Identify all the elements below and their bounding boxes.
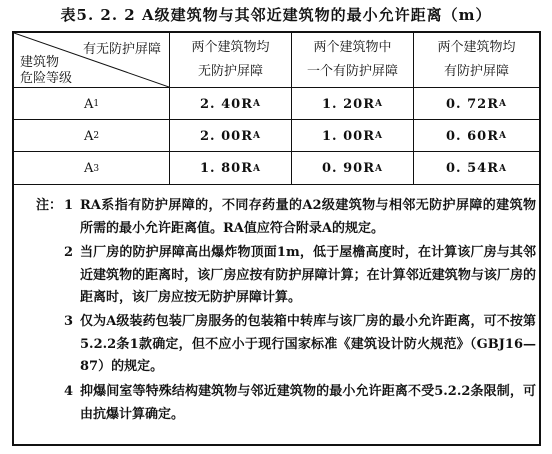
value-cell (291, 152, 413, 185)
note-item (36, 381, 536, 426)
unit-r: R (487, 128, 500, 144)
column-header-line-1: 两个建筑物均 (437, 40, 516, 55)
unit-r: R (241, 96, 254, 112)
unit-r: R (363, 128, 376, 144)
unit-subscript: A (253, 163, 261, 174)
unit-subscript: A (499, 163, 507, 174)
column-header (413, 33, 539, 87)
grade-subscript: 3 (93, 163, 100, 174)
value-number: 2. 40 (200, 96, 242, 112)
value-cell (169, 88, 291, 120)
unit-subscript: A (499, 131, 507, 141)
value-cell (413, 152, 539, 185)
value-cell (169, 152, 291, 185)
unit-r: R (363, 96, 376, 112)
diag-bottom-line-1: 建筑物 (20, 55, 60, 70)
value-number: 0. 60 (446, 128, 488, 144)
distance-table (12, 31, 541, 446)
unit-r: R (241, 161, 254, 176)
grade-letter: A (83, 128, 94, 144)
value-cell (291, 120, 413, 152)
column-header-line-2: 有防护屏障 (443, 64, 509, 79)
unit-subscript: A (375, 99, 383, 109)
value-number: 0. 90 (322, 161, 364, 176)
diagonal-header-cell (14, 33, 169, 87)
grade-cell (14, 152, 169, 185)
note-text: 仅为A级装药包装厂房服务的包装箱中转库与该厂房的最小允许距离，可不按第5.2.2条1款确定，但不应小于现行国家标准《建筑设计防火规范》（GBJ16—87）的规定。 (80, 314, 536, 374)
unit-r: R (241, 128, 254, 144)
unit-subscript: A (375, 131, 383, 141)
note-item (36, 195, 536, 240)
grade-subscript: 2 (93, 131, 100, 141)
grade-cell (14, 88, 169, 120)
value-number: 1. 20 (322, 96, 364, 112)
value-cell (413, 120, 539, 152)
unit-subscript: A (253, 131, 261, 141)
column-header (291, 33, 413, 87)
column-header-line-1: 两个建筑物中 (313, 40, 392, 55)
value-cell (413, 88, 539, 120)
table-row (14, 151, 539, 185)
diag-bottom-line-2: 危险等级 (20, 71, 73, 86)
note-number: 3 (64, 314, 74, 329)
table-row (14, 87, 539, 120)
note-item (36, 242, 536, 310)
note-text: 当厂房的防护屏障高出爆炸物顶面1m，低于屋檐高度时，在计算该厂房与其邻近建筑物的距离时，该厂房应按有防护屏障计算；在计算邻近建筑物与该厂房的距离时，该厂房应按无防护屏障计算。 (80, 245, 536, 305)
notes-section (14, 184, 539, 445)
value-cell (169, 120, 291, 152)
table-row (14, 119, 539, 152)
column-header (169, 33, 291, 87)
value-number: 2. 00 (200, 128, 242, 144)
grade-letter: A (83, 96, 94, 112)
grade-letter: A (83, 161, 94, 176)
grade-cell (14, 120, 169, 152)
value-number: 1. 00 (322, 128, 364, 144)
unit-subscript: A (375, 163, 383, 174)
table-header-row (14, 33, 539, 87)
note-text: 抑爆间室等特殊结构建筑物与邻近建筑物的最小允许距离不受5.2.2条限制，可由抗爆计算确定。 (80, 384, 536, 422)
value-cell (291, 88, 413, 120)
note-number: 1 (64, 198, 74, 213)
unit-subscript: A (253, 99, 261, 109)
diag-header-bottom (20, 55, 72, 87)
grade-subscript: 1 (93, 99, 100, 109)
unit-subscript: A (499, 99, 507, 109)
unit-r: R (363, 161, 376, 176)
value-number: 0. 54 (446, 161, 488, 176)
value-number: 1. 80 (200, 161, 242, 176)
diag-header-top: 有无防护屏障 (82, 42, 161, 57)
unit-r: R (487, 161, 500, 176)
unit-r: R (487, 96, 500, 112)
column-header-line-2: 一个有防护屏障 (306, 64, 398, 79)
note-number: 2 (64, 245, 74, 260)
note-text: RA系指有防护屏障的，不同存药量的A2级建筑物与相邻无防护屏障的建筑物所需的最小允许距离值。RA值应符合附录A的规定。 (80, 198, 536, 236)
table-title: 表5. 2. 2 A级建筑物与其邻近建筑物的最小允许距离（m） (60, 6, 492, 24)
column-header-line-2: 无防护屏障 (197, 64, 263, 79)
note-item (36, 311, 536, 379)
note-number: 4 (64, 384, 74, 399)
column-header-line-1: 两个建筑物均 (191, 40, 270, 55)
notes-label: 注： (36, 198, 63, 213)
value-number: 0. 72 (446, 96, 488, 112)
